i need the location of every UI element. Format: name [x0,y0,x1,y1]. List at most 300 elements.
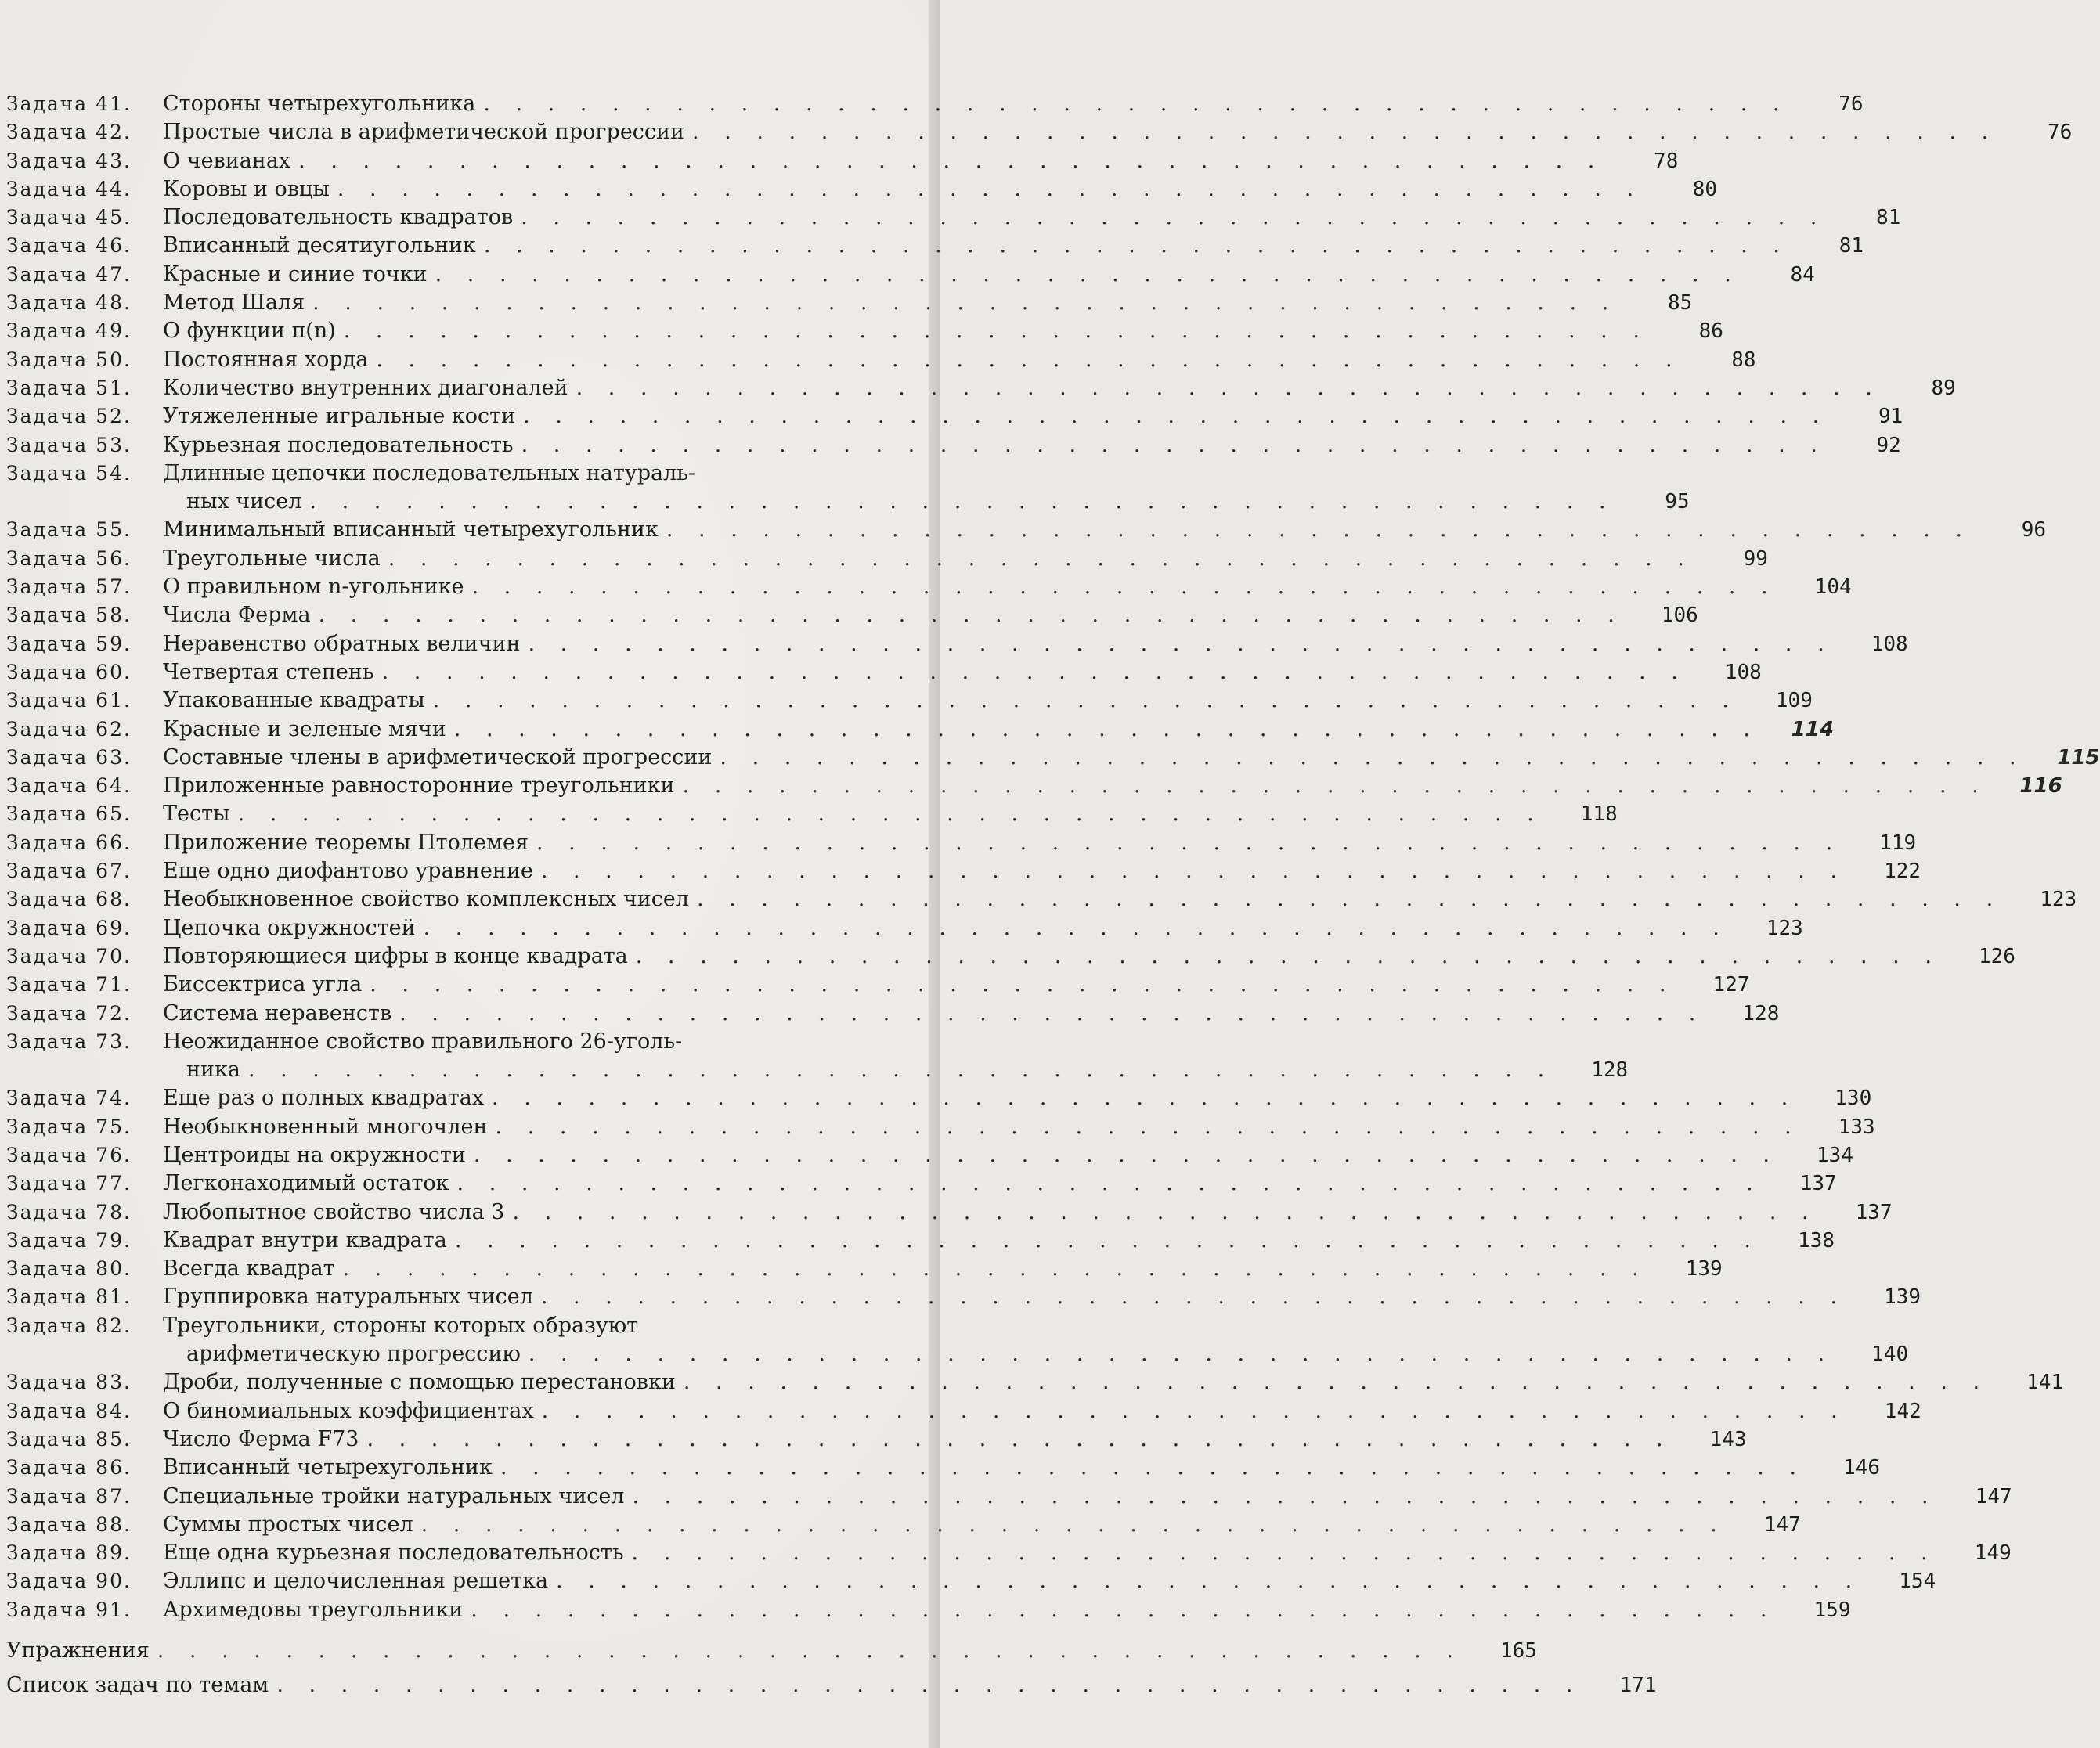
toc-entry[interactable] [6,460,1690,517]
toc-entry-body [163,829,1842,857]
toc-entry[interactable] [6,545,1768,573]
toc-entry-number: 75. [96,1115,132,1138]
toc-entry-number: 67. [96,860,132,883]
toc-entry-title: Группировка натуральных чисел [163,1285,533,1310]
toc-entry-label [6,460,163,488]
toc-entry-title: Квадрат внутри квадрата [163,1227,447,1252]
toc-entry-label [6,1454,163,1482]
dot-leader: . . . . . . . . . . . . . . . . . . . . . . . . . . . . . . . . . . . . . . . . . [521,205,1827,230]
toc-entry-word: Задача [6,1087,88,1110]
toc-entry-body [163,857,1846,885]
toc-page-number: 115 [2057,745,2100,769]
toc-entry-word: Задача [6,149,88,172]
toc-entry-label [6,715,163,744]
dot-leader: . . . . . . . . . . . . . . . . . . . . . . . . . . . . . . . . . . . . . . . . . [298,148,1604,173]
toc-entry-number: 65. [96,802,132,826]
toc-entry-word: Задача [6,1200,88,1224]
toc-entry-body [163,1113,1801,1141]
dot-leader: . . . . . . . . . . . . . . . . . . . . . . . . . . . . . . . . . . . . . . . . . [523,404,1829,429]
toc-entry-body [163,1141,1779,1170]
toc-entry-word: Задача [6,376,88,399]
toc-page-number: 137 [1799,1172,1837,1196]
toc-entry-body [163,1454,1806,1482]
dot-leader: . . . . . . . . . . . . . . . . . . . . . . . . . . . . . . . . . . . . . . . . . [541,1398,1847,1423]
dot-leader: . . . . . . . . . . . . . . . . . . . . . . . . . . . . . . . . . . . . . . . . . [540,1285,1847,1310]
toc-entry[interactable] [6,1425,1747,1454]
toc-page-number: 108 [1871,632,1908,656]
toc-entry-number: 71. [96,973,132,997]
toc-page-number: 80 [1692,177,1718,201]
toc-entry-title: Треугольные числа [163,546,381,571]
toc-entry-title: Приложенные равносторонние треугольники [163,773,675,798]
toc-entry-body [163,261,1741,289]
toc-entry-word: Задача [6,575,88,599]
dot-leader: . . . . . . . . . . . . . . . . . . . . . . . . . . . . . . . . . . . . . . . . . [471,575,1777,600]
toc-entry-word: Задача [6,717,88,741]
toc-entry[interactable] [6,744,2100,772]
dot-leader: . . . . . . . . . . . . . . . . . . . . . . . . . . . . . . . . . . . . . . . . . [337,176,1644,201]
toc-entry[interactable] [6,232,1864,260]
toc-entry-label [6,1028,163,1056]
toc-entry-body [163,1084,1797,1112]
dot-leader: . . . . . . . . . . . . . . . . . . . . . . . . . . . . . . . . . . . . . . . . . [312,290,1618,315]
dot-leader: . . . . . . . . . . . . . . . . . . . . . . . . . . . . . . . . . . . . . . . . . [540,859,1847,884]
dot-leader: . . . . . . . . . . . . . . . . . . . . . . . . . . . . . . . . . . . . . . . . . [720,744,2026,769]
dot-leader: . . . . . . . . . . . . . . . . . . . . . . . . . . . . . . . . . . . . . . . . . [473,1142,1779,1167]
toc-entry-body [163,402,1828,431]
toc-entry-label [6,317,163,345]
toc-page-number: 133 [1838,1115,1875,1139]
toc-entry-title: Минимальный вписанный четырехугольник [163,517,659,542]
toc-entry-number: 77. [96,1172,132,1195]
toc-entry-title: Неравенство обратных величин [163,631,521,656]
toc-entry-title: Метод Шаля [163,290,305,315]
dot-leader: . . . . . . . . . . . . . . . . . . . . . . . . . . . . . . . . . . . . . . . . . [435,261,1741,287]
toc-entry-number: 44. [96,177,132,200]
toc-entry-word: Задача [6,1115,88,1138]
dot-leader: . . . . . . . . . . . . . . . . . . . . . . . . . . . . . . . . . . . . . . . . . [453,716,1759,741]
toc-entry-label [6,1483,163,1511]
toc-entry-word: Задача [6,1541,88,1565]
toc-page-number: 146 [1843,1456,1881,1480]
toc-entry-title: Архимедовы треугольники [163,1597,464,1622]
toc-entry-body [163,885,2002,914]
toc-entry-label [6,1596,163,1624]
toc-entry-body [163,431,1827,460]
toc-entry-body [163,1028,1553,1085]
toc-entry[interactable] [6,346,1756,374]
toc-entry-word: Задача [6,632,88,655]
toc-entry-word: Задача [6,461,88,485]
toc-entry-body [163,942,1941,971]
dot-leader: . . . . . . . . . . . . . . . . . . . . . . . . . . . . . . . . . . . . . . . . . [635,943,1941,968]
toc-entry-title-continued: ных чисел [186,489,302,514]
toc-entry[interactable] [6,1368,2064,1397]
toc-page-number: 118 [1580,802,1618,827]
toc-entry-body [163,800,1543,828]
toc-page-number: 106 [1661,604,1698,628]
toc-entry-body [163,1596,1776,1624]
toc-entry-label [6,772,163,800]
toc-entry[interactable] [6,942,2015,971]
dot-leader: . . . . . . . . . . . . . . . . . . . . . . . . . . . . . . . . . . . . . . . . . [692,120,1998,145]
toc-entry-label [6,90,163,118]
toc-page-number: 89 [1931,376,1956,400]
toc-page-number: 140 [1871,1343,1909,1367]
toc-entry-number: 87. [96,1484,132,1508]
toc-entry[interactable] [6,317,1723,345]
toc-entry-label [6,829,163,857]
toc-entry[interactable] [6,1567,1936,1595]
toc-entry-body [163,232,1789,260]
toc-entry-title: Суммы простых чисел [163,1512,413,1537]
dot-leader: . . . . . . . . . . . . . . . . . . . . . . . . . . . . . . . . . . . . . . . . . [399,1000,1705,1025]
toc-entry-title: Всегда квадрат [163,1256,335,1281]
toc-entry-word: Задача [6,689,88,712]
toc-entry-body [163,687,1738,715]
dot-leader: . . . . . . . . . . . . . . . . . . . . . . . . . . . . . . . . . . . . . . . . . [420,1512,1727,1537]
toc-entry-body [163,744,2026,772]
toc-entry-number: 76. [96,1143,132,1166]
toc-entry-title: Курьезная последовательность [163,432,514,457]
toc-entry-title: Еще раз о полных квадратах [163,1086,485,1111]
toc-entry[interactable] [6,1227,1835,1255]
dot-leader: . . . . . . . . . . . . . . . . . . . . . . . . . . . . . . . . . . . . . . . . . [309,489,1615,514]
toc-entry-label [6,118,163,146]
toc-entry-body [163,545,1694,573]
toc-entry-word: Задача [6,1427,88,1451]
toc-entry[interactable] [6,402,1903,431]
toc-entry[interactable] [6,204,1901,232]
toc-entry-word: Задача [6,860,88,883]
toc-entry-word: Задача [6,1371,88,1394]
toc-entry[interactable] [6,516,2047,544]
toc-entry[interactable] [6,715,1834,744]
toc-entry-title: Необыкновенный многочлен [163,1114,488,1139]
toc-entry-word: Задача [6,291,88,315]
toc-entry-word: Задача [6,944,88,968]
toc-entry-number: 62. [96,717,132,741]
dot-leader: . . . . . . . . . . . . . . . . . . . . . . . . . . . . . . . . . . . . . . . . . [682,773,1988,798]
toc-entry[interactable] [6,971,1750,999]
toc-entry-body [163,601,1624,629]
toc-entry-number: 49. [96,319,132,343]
toc-entry-label [6,1084,163,1112]
toc-entry[interactable] [6,630,1908,658]
toc-entry-word: Задача [6,433,88,456]
toc-entry[interactable] [6,601,1698,629]
toc-entry-number: 54. [96,461,132,485]
toc-entry-label [6,147,163,175]
dot-leader: . . . . . . . . . . . . . . . . . . . . . . . . . . . . . . . . . . . . . . . . . [576,375,1882,400]
toc-entry-label [6,942,163,971]
toc-entry-title: Любопытное свойство числа 3 [163,1199,505,1224]
toc-entry-label [6,1141,163,1170]
dot-leader: . . . . . . . . . . . . . . . . . . . . . . . . . . . . . . . . . . . . . . . . . [456,1171,1763,1196]
toc-appendix-title: Список задач по темам [6,1673,269,1698]
toc-entry-title: Специальные тройки натуральных чисел [163,1483,625,1508]
toc-entry-label [6,1539,163,1567]
toc-entry[interactable] [6,1170,1837,1198]
toc-entry-body [163,1511,1727,1539]
toc-entry-word: Задача [6,1029,88,1053]
toc-entry[interactable] [6,1000,1780,1028]
toc-entry[interactable] [6,1141,1853,1170]
toc-entry[interactable] [6,1511,1801,1539]
toc-entry[interactable] [6,374,1956,402]
toc-entry[interactable] [6,289,1693,317]
toc-entry[interactable] [6,1596,1851,1624]
toc-entry-number: 86. [96,1456,132,1479]
toc-entry-body [163,346,1682,374]
toc-entry-title: Упакованные квадраты [163,688,425,713]
toc-page-number: 84 [1790,262,1815,287]
toc-entry-continuation [163,488,1615,516]
dot-leader: . . . . . . . . . . . . . . . . . . . . . . . . . . . . . . . . . . . . . . . . . [157,1638,1463,1663]
toc-entry-number: 73. [96,1029,132,1053]
toc-entry[interactable] [6,1084,1872,1112]
dot-leader: . . . . . . . . . . . . . . . . . . . . . . . . . . . . . . . . . . . . . . . . . [471,1597,1777,1622]
toc-entry-number: 74. [96,1087,132,1110]
toc-entry-body [163,1425,1672,1454]
toc-entry-number: 84. [96,1399,132,1422]
section-spacer [6,1624,908,1637]
toc-entry-body [163,460,1615,517]
toc-entry-title: Система неравенств [163,1000,392,1025]
toc-page-number: 123 [2040,888,2077,912]
toc-entry-title: Тесты [163,802,230,827]
toc-entry[interactable] [6,118,2073,146]
toc-entry-body [163,1567,1861,1595]
toc-entry-label [6,658,163,687]
toc-page-number: 134 [1817,1143,1853,1167]
toc-entry-number: 59. [96,632,132,655]
toc-entry[interactable] [6,1113,1875,1141]
toc-entry[interactable] [6,658,1762,687]
toc-entry-label [6,1000,163,1028]
toc-entry-word: Задача [6,1257,88,1281]
toc-entry-number: 41. [96,92,132,115]
toc-appendix-entry[interactable] [6,1671,1657,1699]
dot-leader: . . . . . . . . . . . . . . . . . . . . . . . . . . . . . . . . . . . . . . . . . [370,972,1676,997]
toc-entry-label [6,573,163,601]
toc-entry-title: Утяжеленные игральные кости [163,404,516,429]
toc-entry-word: Задача [6,916,88,939]
toc-page-number: 109 [1775,689,1813,713]
toc-entry-body [163,1483,1938,1511]
toc-entry-word: Задача [6,973,88,997]
toc-page-number: 139 [1685,1257,1723,1281]
toc-entry-title: Последовательность квадратов [163,205,514,230]
dot-leader: . . . . . . . . . . . . . . . . . . . . . . . . . . . . . . . . . . . . . . . . . [376,347,1682,372]
toc-entry-label [6,261,163,289]
toc-page-number: 99 [1743,546,1768,571]
dot-leader: . . . . . . . . . . . . . . . . . . . . . . . . . . . . . . . . . . . . . . . . . [512,1199,1818,1224]
toc-entry[interactable] [6,1397,1921,1425]
dot-leader: . . . . . . . . . . . . . . . . . . . . . . . . . . . . . . . . . . . . . . . . . [631,1541,1937,1566]
toc-entry-label [6,431,163,460]
toc-entry[interactable] [6,1312,1909,1369]
toc-entry[interactable] [6,914,1803,942]
toc-entry-number: 72. [96,1001,132,1025]
toc-entry[interactable] [6,1255,1723,1283]
toc-entry[interactable] [6,1483,2012,1511]
toc-entry-number: 85. [96,1427,132,1451]
dot-leader: . . . . . . . . . . . . . . . . . . . . . . . . . . . . . . . . . . . . . . . . . [683,1370,1990,1395]
toc-page-number: 138 [1798,1228,1835,1252]
toc-entry-label [6,1312,163,1340]
dot-leader: . . . . . . . . . . . . . . . . . . . . . . . . . . . . . . . . . . . . . . . . . [247,1058,1554,1083]
toc-page-number: 154 [1899,1570,1936,1594]
toc-entry-title: Вписанный четырехугольник [163,1455,493,1480]
toc-page-number: 122 [1884,860,1921,884]
dot-leader: . . . . . . . . . . . . . . . . . . . . . . . . . . . . . . . . . . . . . . . . . [366,1426,1672,1451]
dot-leader: . . . . . . . . . . . . . . . . . . . . . . . . . . . . . . . . . . . . . . . . . [318,603,1624,628]
toc-entry-body [163,90,1789,118]
toc-entry-word: Задача [6,831,88,854]
toc-entry-label [6,1170,163,1198]
toc-entry-number: 55. [96,518,132,542]
toc-page-number: 81 [1876,206,1901,230]
toc-entry[interactable] [6,1028,1629,1085]
toc-entry-word: Задача [6,660,88,683]
toc-entry-word: Задача [6,1512,88,1536]
toc-entry-number: 52. [96,405,132,428]
toc-entry[interactable] [6,772,2062,800]
toc-entry[interactable] [6,687,1813,715]
toc-entry-body [163,1227,1760,1255]
toc-page-number: 171 [1619,1674,1657,1698]
toc-page-number: 126 [1978,944,2015,968]
toc-page-number: 128 [1591,1058,1629,1083]
toc-entry-label [6,971,163,999]
toc-page-number: 86 [1698,319,1723,344]
toc-entry[interactable] [6,829,1917,857]
toc-page-number: 85 [1668,291,1693,315]
toc-page-number: 142 [1884,1399,1921,1423]
toc-entry-title: Количество внутренних диагоналей [163,375,568,400]
toc-entry-number: 68. [96,888,132,911]
dot-leader: . . . . . . . . . . . . . . . . . . . . . . . . . . . . . . . . . . . . . . . . . [381,659,1687,684]
toc-entry-number: 48. [96,291,132,315]
toc-entry-number: 91. [96,1598,132,1621]
toc-page-number: 91 [1878,405,1903,429]
toc-entry-word: Задача [6,262,88,286]
toc-entry-word: Задача [6,1456,88,1479]
toc-entry-word: Задача [6,177,88,200]
toc-entry-title-continued: арифметическую прогрессию [186,1342,521,1367]
toc-entry-number: 64. [96,774,132,798]
toc-entry[interactable] [6,261,1815,289]
toc-page-number: 114 [1791,717,1834,741]
toc-entry-word: Задача [6,206,88,229]
toc-page-number: 96 [2021,518,2047,542]
toc-entry[interactable] [6,857,1921,885]
toc-entry-title: Еще одна курьезная последовательность [163,1541,624,1566]
toc-entry-number: 90. [96,1570,132,1593]
toc-entry-number: 66. [96,831,132,854]
toc-entry-word: Задача [6,405,88,428]
toc-entry-number: 60. [96,660,132,683]
dot-leader: . . . . . . . . . . . . . . . . . . . . . . . . . . . . . . . . . . . . . . . . . [483,92,1789,116]
toc-appendix-body [6,1671,1582,1699]
toc-entry-body [163,1170,1763,1198]
toc-entry-word: Задача [6,604,88,627]
dot-leader: . . . . . . . . . . . . . . . . . . . . . . . . . . . . . . . . . . . . . . . . . [483,233,1789,258]
toc-entry-label [6,1255,163,1283]
toc-entry-title: Эллипс и целочисленная решетка [163,1569,549,1594]
toc-entry-body [163,289,1618,317]
toc-entry-number: 50. [96,348,132,371]
toc-entry-title: О функции π(n) [163,319,336,344]
toc-entry-label [6,545,163,573]
toc-entry-number: 83. [96,1371,132,1394]
toc-entry[interactable] [6,1283,1921,1311]
toc-page-number: 88 [1731,348,1756,372]
toc-entry[interactable] [6,1454,1881,1482]
toc-entry-title: Цепочка окружностей [163,915,416,940]
toc-entry-number: 88. [96,1512,132,1536]
toc-entry-body [163,971,1675,999]
toc-entry-number: 43. [96,149,132,172]
dot-leader: . . . . . . . . . . . . . . . . . . . . . . . . . . . . . . . . . . . . . . . . . [528,1342,1835,1367]
toc-entry-label [6,744,163,772]
toc-entry-number: 69. [96,916,132,939]
toc-entry-title: Красные и зеленые мячи [163,716,446,741]
toc-entry[interactable] [6,1198,1893,1227]
toc-entry[interactable] [6,175,1718,204]
toc-entry[interactable] [6,885,2077,914]
toc-entry-title: О чевианах [163,148,291,173]
toc-entry[interactable] [6,431,1901,460]
dot-leader: . . . . . . . . . . . . . . . . . . . . . . . . . . . . . . . . . . . . . . . . . [492,1086,1798,1111]
dot-leader: . . . . . . . . . . . . . . . . . . . . . . . . . . . . . . . . . . . . . . . . . [276,1673,1582,1698]
toc-entry-title: Постоянная хорда [163,347,369,372]
toc-entry-number: 80. [96,1257,132,1281]
toc-entry-number: 57. [96,575,132,599]
toc-page-number: 127 [1712,973,1750,997]
toc-entry-label [6,1425,163,1454]
toc-entry-word: Задача [6,802,88,826]
toc-entry-label [6,885,163,914]
dot-leader: . . . . . . . . . . . . . . . . . . . . . . . . . . . . . . . . . . . . . . . . . [536,830,1842,855]
toc-entry-label [6,857,163,885]
toc-page-number: 116 [2019,774,2062,798]
toc-entry-label [6,402,163,431]
toc-appendix-entry[interactable] [6,1637,1537,1665]
toc-entry[interactable] [6,800,1618,828]
toc-entry-word: Задача [6,92,88,115]
toc-entry[interactable] [6,573,1852,601]
toc-entry-body [163,630,1834,658]
toc-page-number: 78 [1654,149,1679,173]
toc-entry-word: Задача [6,774,88,798]
toc-entry[interactable] [6,147,1679,175]
toc-entry[interactable] [6,1539,2012,1567]
toc-page-number: 104 [1814,575,1852,600]
toc-page-number: 130 [1835,1087,1872,1111]
toc-entry-title: Легконаходимый остаток [163,1171,449,1196]
dot-leader: . . . . . . . . . . . . . . . . . . . . . . . . . . . . . . . . . . . . . . . . . [556,1569,1862,1594]
toc-entry-number: 81. [96,1285,132,1309]
toc-entry-number: 70. [96,944,132,968]
toc-entry-body [163,516,1972,544]
dot-leader: . . . . . . . . . . . . . . . . . . . . . . . . . . . . . . . . . . . . . . . . . [432,688,1738,713]
toc-entry-word: Задача [6,1598,88,1621]
toc-entry-body [163,1312,1834,1369]
toc-entry[interactable] [6,90,1864,118]
toc-appendix-title: Упражнения [6,1638,150,1663]
